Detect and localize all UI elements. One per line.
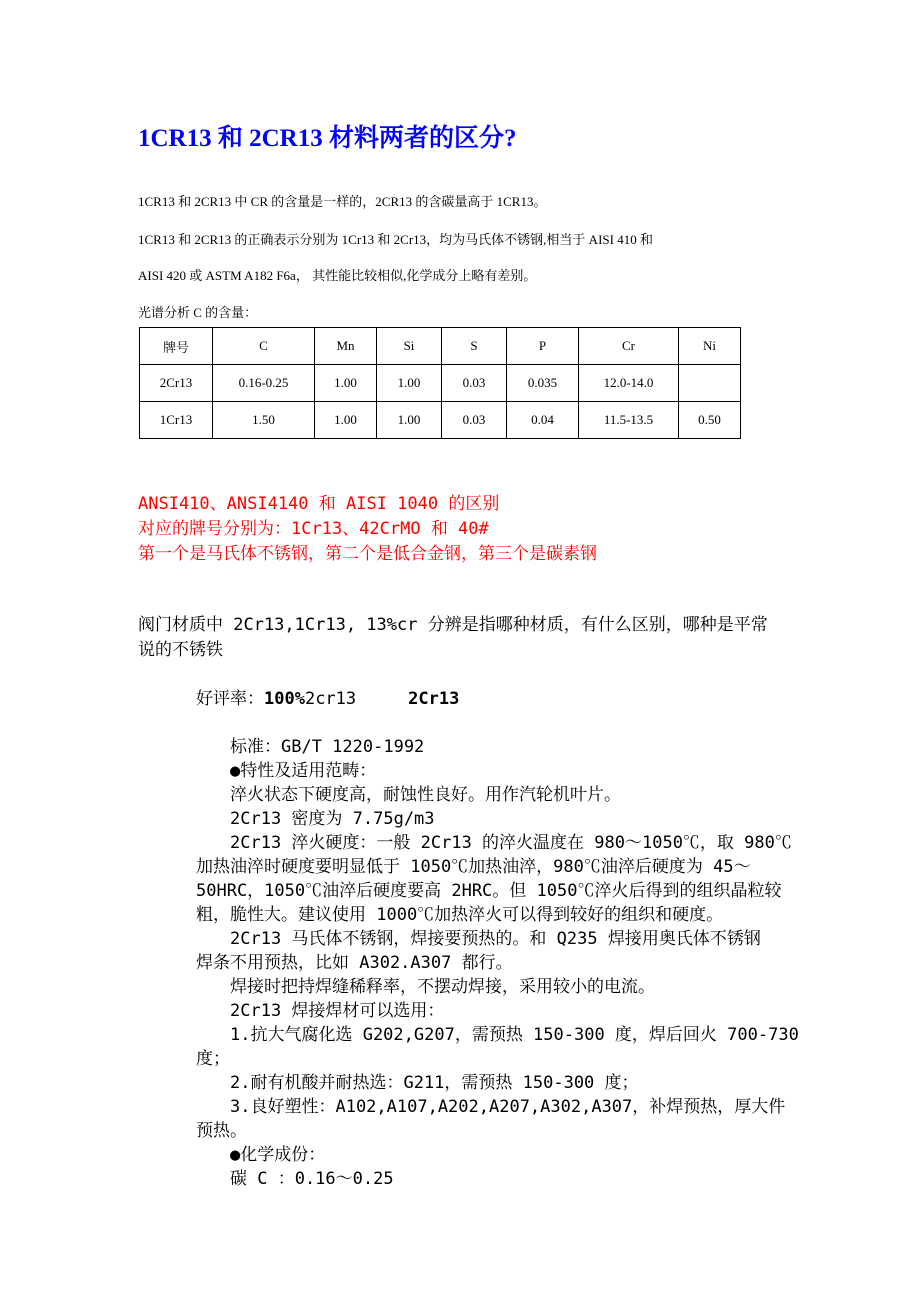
table-row [140, 365, 741, 402]
section-heading: ●特性及适用范畴： [230, 761, 377, 781]
red-line-1: ANSI410、ANSI4140 和 AISI 1040 的区别 [138, 494, 500, 514]
table-cell: 0.03 [442, 402, 507, 439]
paragraph-line: 加热油淬时硬度要明显低于 1050℃加热油淬，980℃油淬后硬度为 45～ [196, 857, 751, 877]
table-cell: 1.50 [213, 402, 315, 439]
paragraph-line: 2Cr13 马氏体不锈钢，焊接要预热的。和 Q235 焊接用奥氏体不锈钢 [230, 929, 761, 949]
grade-name: 2Cr13 [408, 689, 460, 709]
table-cell: 12.0-14.0 [579, 365, 679, 402]
paragraph-line: 2Cr13 密度为 7.75g/m3 [230, 809, 435, 829]
table-cell: 11.5-13.5 [579, 402, 679, 439]
table-cell: 1.00 [377, 365, 442, 402]
paragraph-line: 2.耐有机酸并耐热选：G211，需预热 150-300 度； [230, 1073, 639, 1093]
table-header-cell: Si [377, 328, 442, 365]
intro-line-4: 光谱分析 C 的含量： [138, 305, 258, 320]
table-cell: 2Cr13 [140, 365, 213, 402]
rating-value: 100% [264, 689, 305, 709]
paragraph-line: 3.良好塑性：A102,A107,A202,A207,A302,A307，补焊预热，厚大件 [230, 1097, 786, 1117]
table-header-cell: C [213, 328, 315, 365]
paragraph-line: 预热。 [196, 1121, 247, 1141]
question-line-2: 说的不锈铁 [138, 640, 223, 660]
rating-rest: 2cr13 [304, 689, 357, 709]
intro-line-1: 1CR13 和 2CR13 中 CR 的含量是一样的，2CR13 的含碳量高于 1CR13。 [138, 194, 547, 209]
section-heading: ●化学成份： [230, 1145, 326, 1165]
rating-line [196, 684, 459, 709]
paragraph-line: 碳 C ：0.16～0.25 [230, 1169, 394, 1189]
table-header-cell: S [442, 328, 507, 365]
table-cell: 0.035 [507, 365, 579, 402]
paragraph-line: 度； [196, 1049, 230, 1069]
table-header-cell: Ni [679, 328, 741, 365]
paragraph-line: 2Cr13 淬火硬度：一般 2Cr13 的淬火温度在 980～1050℃，取 980℃ [230, 833, 792, 853]
red-line-3: 第一个是马氏体不锈钢，第二个是低合金钢，第三个是碳素钢 [138, 544, 597, 564]
paragraph-line: 50HRC，1050℃油淬后硬度要高 2HRC。但 1050℃淬火后得到的组织晶粒较 [196, 881, 782, 901]
red-line-2: 对应的牌号分别为：1Cr13、42CrMO 和 40# [138, 519, 489, 539]
table-row [140, 402, 741, 439]
question-line-1: 阀门材质中 2Cr13,1Cr13, 13%cr 分辨是指哪种材质，有什么区别，哪种是平常 [138, 615, 768, 635]
intro-line-2: 1CR13 和 2CR13 的正确表示分别为 1Cr13 和 2Cr13，均为马氏体不锈钢,相当于 AISI 410 和 [138, 232, 653, 247]
page-title: 1CR13 和 2CR13 材料两者的区分? [138, 125, 517, 152]
table-cell: 0.04 [507, 402, 579, 439]
table-cell: 1Cr13 [140, 402, 213, 439]
paragraph-line: 粗，脆性大。建议使用 1000℃加热淬火可以得到较好的组织和硬度。 [196, 905, 724, 925]
paragraph-line: 1.抗大气腐化选 G202,G207，需预热 150-300 度，焊后回火 700-730 [230, 1025, 799, 1045]
table-cell: 0.50 [679, 402, 741, 439]
table-cell: 0.16-0.25 [213, 365, 315, 402]
paragraph-line: 淬火状态下硬度高，耐蚀性良好。用作汽轮机叶片。 [230, 785, 621, 805]
table-header-cell: Cr [579, 328, 679, 365]
paragraph-line: 焊接时把持焊缝稀释率，不摆动焊接，采用较小的电流。 [230, 977, 655, 997]
table-header-cell: P [507, 328, 579, 365]
composition-table [139, 327, 741, 439]
table-header-cell: 牌号 [140, 328, 213, 365]
table-cell [679, 365, 741, 402]
paragraph-line: 2Cr13 焊接焊材可以选用： [230, 1001, 445, 1021]
intro-line-3: AISI 420 或 ASTM A182 F6a， 其性能比较相似,化学成分上略有差别。 [138, 268, 537, 283]
rating-label: 好评率： [196, 689, 264, 709]
table-header-cell: Mn [315, 328, 377, 365]
table-cell: 1.00 [315, 402, 377, 439]
table-header-row [140, 328, 741, 365]
table-cell: 1.00 [315, 365, 377, 402]
table-cell: 1.00 [377, 402, 442, 439]
paragraph-line: 焊条不用预热，比如 A302.A307 都行。 [196, 953, 513, 973]
table-cell: 0.03 [442, 365, 507, 402]
standard-line: 标准：GB/T 1220-1992 [230, 737, 425, 757]
